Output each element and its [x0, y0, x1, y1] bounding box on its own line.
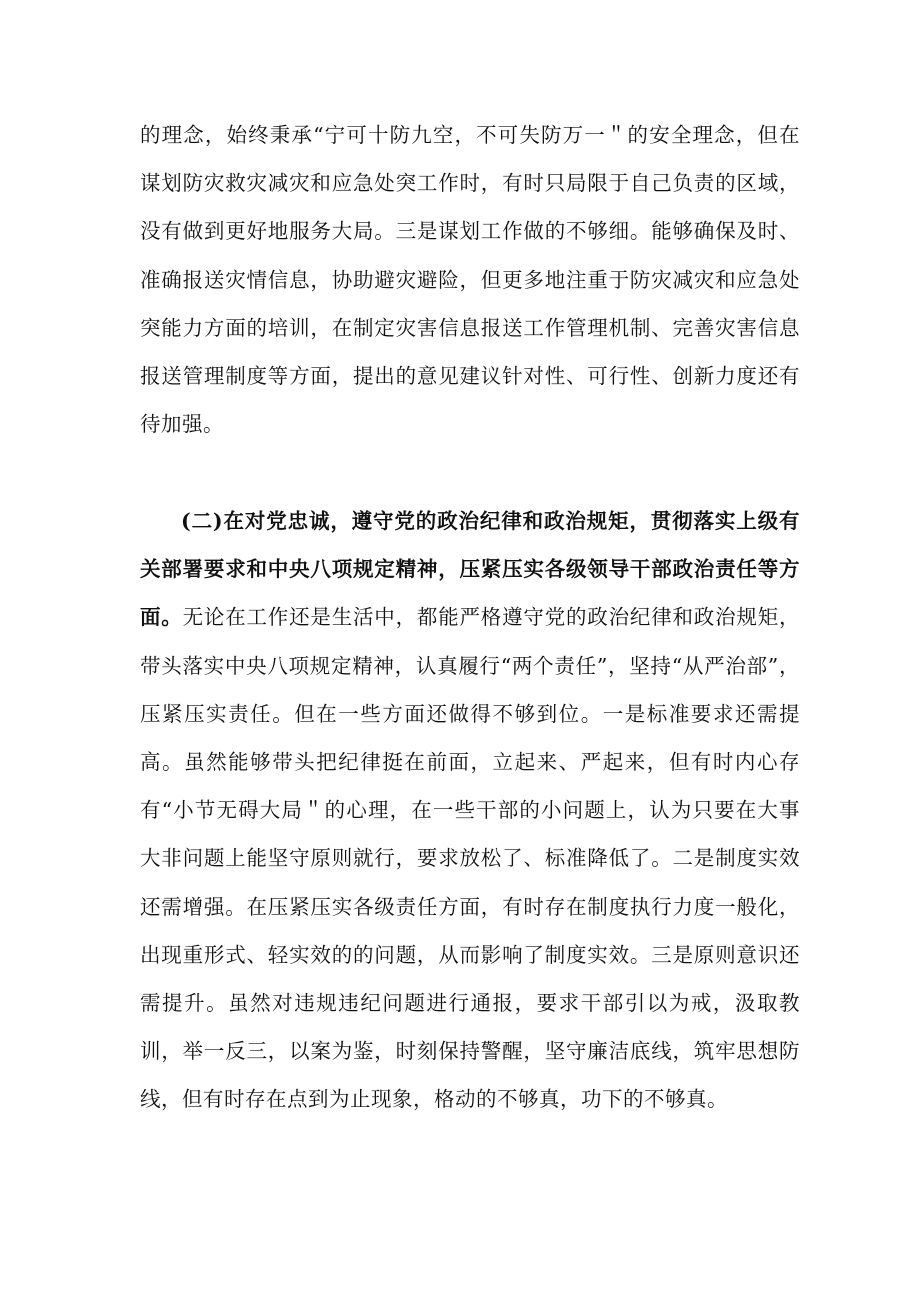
- paragraph-2-body: 无论在工作还是生活中，都能严格遵守党的政治纪律和政治规矩，带头落实中央八项规定精神，认真履行“两个责任”，坚持“从严治部”，压紧压实责任。但在一些方面还做得不够到位。一是标准要求还需提高。虽然能够带头把纪律挺在前面，立起来、严起来，但有时内心存有“小节无碍大局＂的心理，在一些干部的小问题上，认为只要在大事大非问题上能坚守原则就行，要求放松了、标准降低了。二是制度实效还需增强。在压紧压实各级责任方面，有时存在制度执行力度一般化，出现重形式、轻实效的的问题，从而影响了制度实效。三是原则意识还需提升。虽然对违规违纪问题进行通报，要求干部引以为戒，汲取教训，举一反三，以案为鉴，时刻保持警醒，坚守廉洁底线，筑牢思想防线，但有时存在点到为止现象，格动的不够真，功下的不够真。: [140, 605, 801, 1112]
- section-heading-2: (二)在对党忠诚，遵守党的政治纪律和政治规矩，贯彻落实上级有关部署要求和中央八项规定精神，压紧压实各级领导干部政治责任等方面。: [140, 509, 800, 630]
- paragraph-2: [140, 497, 800, 1124]
- paragraph-1-text: 的理念，始终秉承“宁可十防九空，不可失防万一＂的安全理念，但在谋划防灾救灾减灾和应急处突工作时，有时只局限于自己负责的区域，没有做到更好地服务大局。三是谋划工作做的不够细。能够确保及时、准确报送灾情信息，协助避灾避险，但更多地注重于防灾减灾和应急处突能力方面的培训，在制定灾害信息报送工作管理机制、完善灾害信息报送管理制度等方面，提出的意见建议针对性、可行性、创新力度还有待加强。: [140, 123, 800, 437]
- paragraph-1: [140, 111, 800, 448]
